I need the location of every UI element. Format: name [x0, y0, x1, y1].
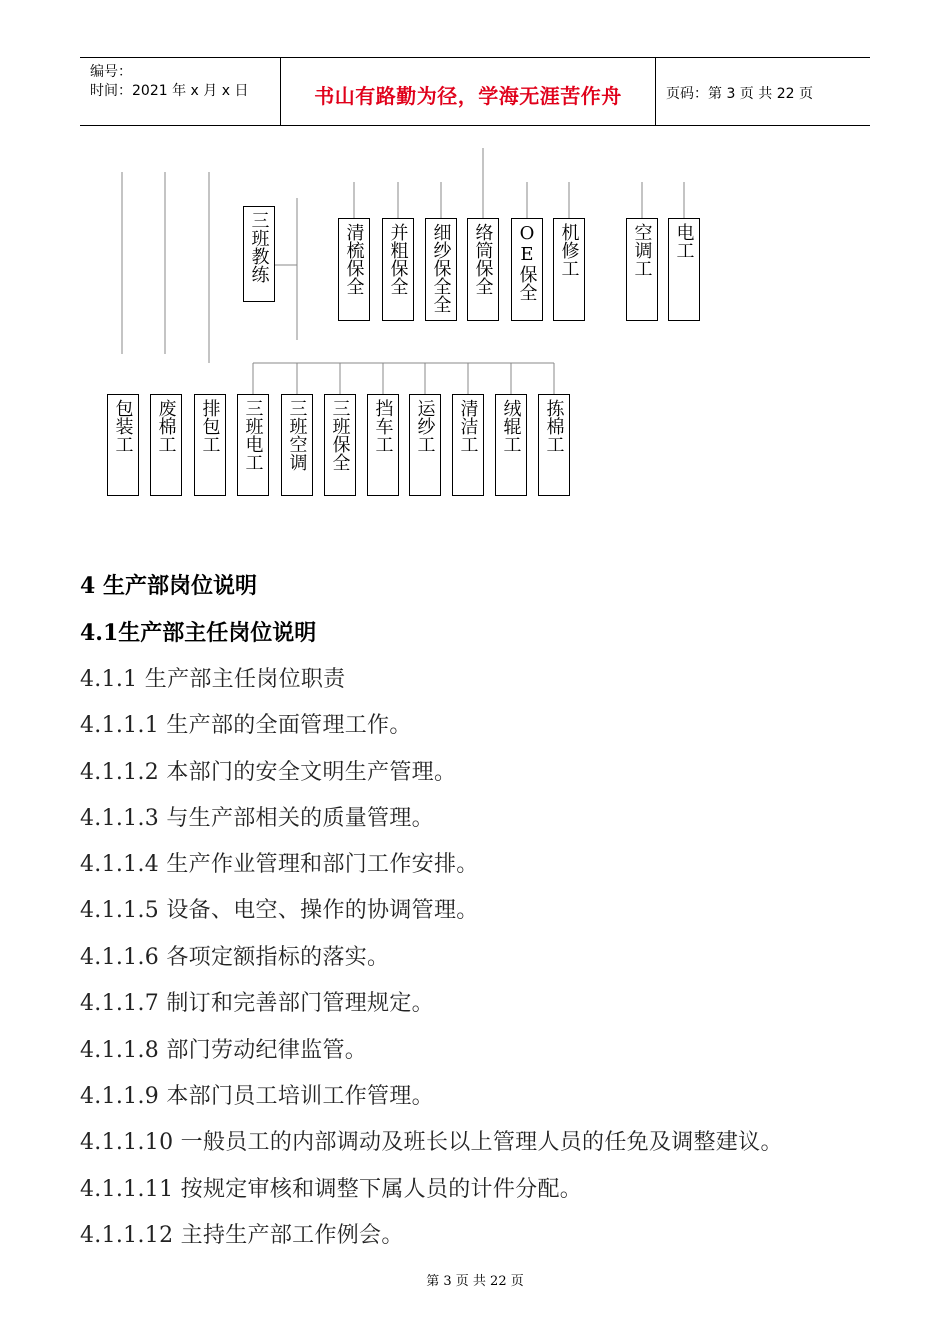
org-box-third-shift-electrician	[237, 394, 269, 496]
org-box-third-shift-trainer	[243, 206, 275, 302]
org-box-machine-operator	[367, 394, 399, 496]
header-page-info: 页码：第 3 页 共 22 页	[666, 86, 813, 102]
content-line: 4.1.1.9 本部门员工培训工作管理。	[80, 1084, 434, 1109]
header-meta	[80, 58, 280, 125]
org-box-third-shift-maintenance	[324, 394, 356, 496]
org-box-bale-arranger	[194, 394, 226, 496]
page-header	[80, 57, 870, 126]
org-box-label: OE保全	[516, 223, 538, 301]
content-line: 4.1.1.7 制订和完善部门管理规定。	[80, 991, 434, 1016]
org-box-waste-cotton-worker	[150, 394, 182, 496]
org-box-third-shift-hvac	[281, 394, 313, 496]
org-box-label: 三班电工	[242, 399, 264, 471]
org-box-oe-maintenance	[511, 218, 543, 321]
content-line: 4.1.1 生产部主任岗位职责	[80, 667, 346, 692]
content-line: 4.1.1.4 生产作业管理和部门工作安排。	[80, 852, 479, 877]
section-title: 4 生产部岗位说明	[80, 573, 257, 599]
document-date: 时间：2021 年 x 月 x 日	[90, 83, 249, 99]
org-box-mechanic	[553, 218, 585, 321]
org-box-packer	[107, 394, 139, 496]
org-box-label: 排包工	[199, 399, 221, 453]
content-line: 4.1.1.5 设备、电空、操作的协调管理。	[80, 898, 479, 923]
org-chart	[0, 140, 950, 510]
org-box-label: 并粗保全	[387, 223, 409, 295]
org-box-label: 拣棉工	[543, 399, 565, 453]
header-page-cell	[656, 58, 870, 125]
org-box-label: 挡车工	[372, 399, 394, 453]
org-box-label: 三班空调	[286, 399, 308, 471]
org-box-drawing-roving-maintenance	[382, 218, 414, 321]
org-box-label: 清梳保全	[343, 223, 365, 295]
org-box-label: 电工	[673, 223, 695, 259]
org-box-label: 机修工	[558, 223, 580, 277]
content-line: 4.1.1.10 一般员工的内部调动及班长以上管理人员的任免及调整建议。	[80, 1130, 783, 1155]
content-line: 4.1.1.11 按规定审核和调整下属人员的计件分配。	[80, 1177, 583, 1202]
org-box-label: 细纱保全全	[430, 223, 452, 313]
org-box-hvac-worker	[626, 218, 658, 321]
page-footer: 第 3 页 共 22 页	[426, 1274, 524, 1289]
org-box-label: 绒辊工	[500, 399, 522, 453]
org-box-electrician	[668, 218, 700, 321]
org-box-cleaner	[452, 394, 484, 496]
content-line: 4.1.1.12 主持生产部工作例会。	[80, 1223, 404, 1248]
org-box-roller-worker	[495, 394, 527, 496]
content-line: 4.1.1.1 生产部的全面管理工作。	[80, 713, 412, 738]
org-box-spinning-maintenance	[425, 218, 457, 321]
org-box-label: 三班保全	[329, 399, 351, 471]
content-line: 4.1.1.8 部门劳动纪律监管。	[80, 1038, 368, 1063]
org-box-cotton-picker	[538, 394, 570, 496]
org-box-label: 废棉工	[155, 399, 177, 453]
document-number: 编号：	[90, 64, 132, 80]
header-motto-cell	[280, 58, 656, 125]
org-box-label: 清洁工	[457, 399, 479, 453]
content-line: 4.1.1.6 各项定额指标的落实。	[80, 945, 390, 970]
header-motto: 书山有路勤为径，学海无涯苦作舟	[314, 84, 622, 108]
content-line: 4.1.1.2 本部门的安全文明生产管理。	[80, 760, 457, 785]
org-box-winding-maintenance	[467, 218, 499, 321]
org-box-label: 运纱工	[414, 399, 436, 453]
org-box-label: 三班教练	[248, 211, 270, 283]
subsection-title: 4.1生产部主任岗位说明	[80, 620, 317, 646]
org-box-label: 空调工	[631, 223, 653, 277]
org-box-label: 包装工	[112, 399, 134, 453]
org-box-label: 络筒保全	[472, 223, 494, 295]
org-box-yarn-transporter	[409, 394, 441, 496]
org-box-blowing-carding-maintenance	[338, 218, 370, 321]
content-line: 4.1.1.3 与生产部相关的质量管理。	[80, 806, 434, 831]
